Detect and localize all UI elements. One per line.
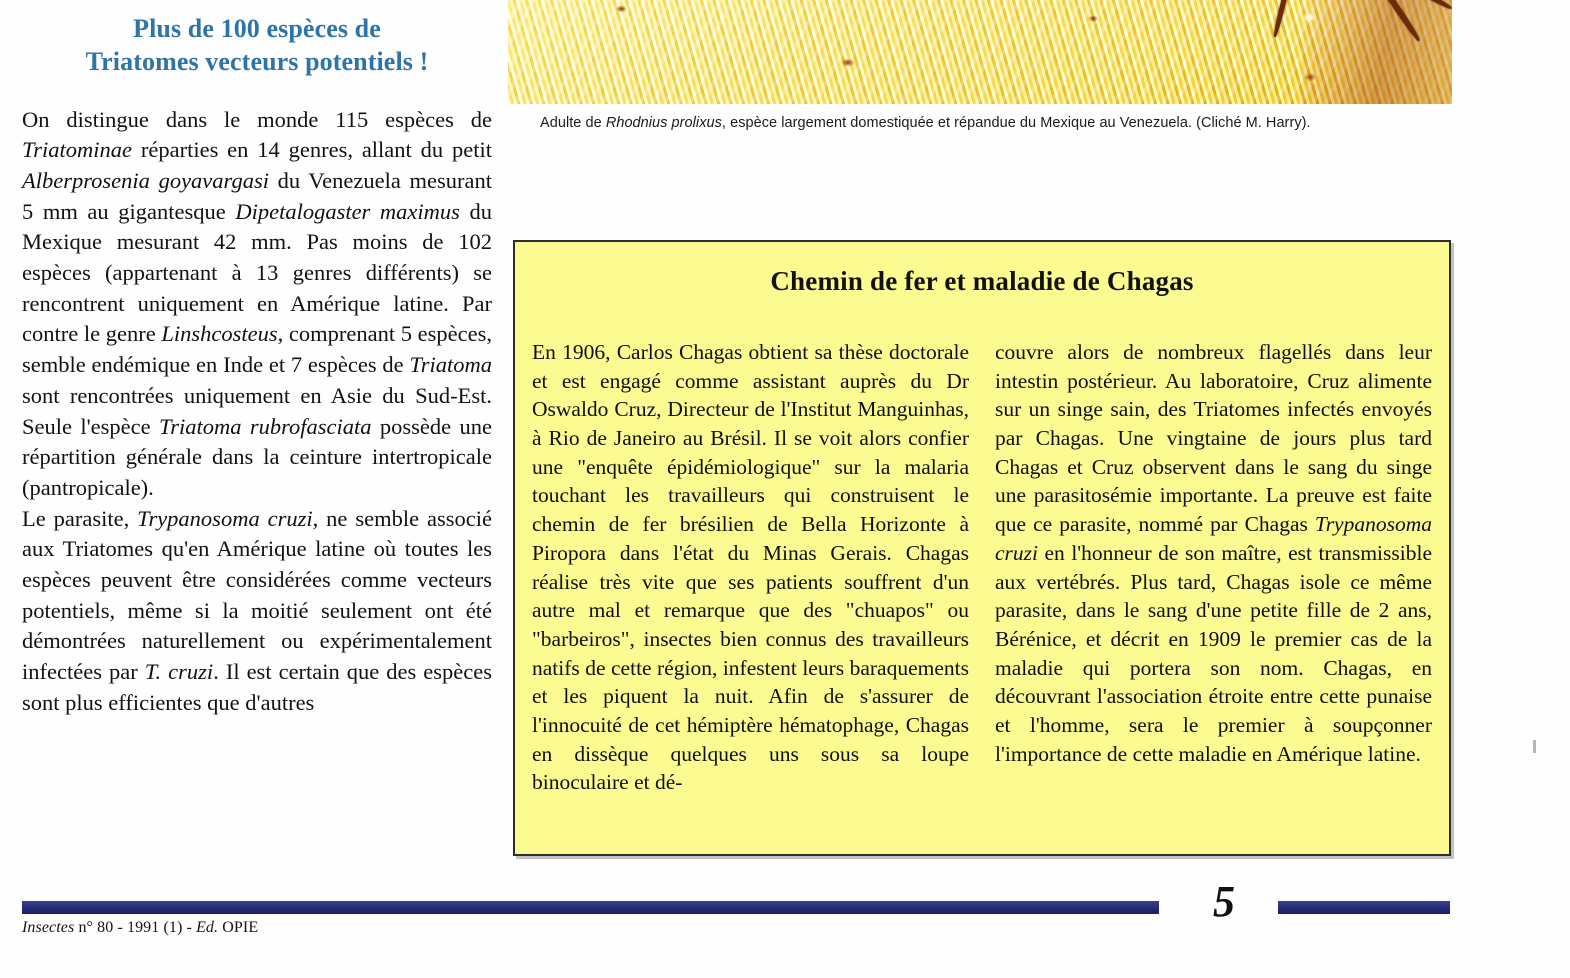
species-name-dipetalogaster: Dipetalogaster maximus bbox=[235, 198, 460, 224]
species-name-trypanosoma-cruzi: Trypanosoma cruzi bbox=[995, 512, 1432, 565]
article-body bbox=[22, 105, 492, 719]
text-run: en l'honneur de son maître, est transmissible aux vertébrés. Plus tard, Chagas isole ce même parasite, dans le sang d'une petite fille de 2 ans, Bérénice, et décrit en 1909 le premier cas de la maladie qui portera son nom. Chagas, en découvrant l'association étroite entre cette punaise et l'homme, sera le premier à soupçonner l'importance de cette maladie en Amérique latine. bbox=[995, 540, 1432, 766]
photo-shadow-overlay bbox=[1302, 0, 1452, 104]
rhodnius-prolixus-photograph bbox=[508, 0, 1452, 104]
text-run: sont rencontrées uniquement en Asie du Sud-Est. Seule l'espèce bbox=[22, 382, 492, 439]
page-number: 5 bbox=[1213, 877, 1235, 926]
photo-caption bbox=[540, 114, 1460, 132]
sidebar-box-chagas bbox=[513, 240, 1451, 856]
footer-colophon bbox=[22, 919, 258, 937]
sidebar-paragraph bbox=[995, 338, 1432, 768]
issue-info: n° 80 - 1991 (1) - bbox=[74, 919, 197, 936]
text-run: couvre alors de nombreux flagellés dans leur intestin postérieur. Au laboratoire, Cruz alimente sur un singe sain, des Triatomes infectés envoyés par Chagas. Une vingtaine de jours plus tard Chagas et Cruz observent dans le sang du singe une parasitosémie importante. La preuve est faite que ce parasite, nommé par Chagas bbox=[995, 340, 1432, 537]
text-run: , comprenant 5 espèces, semble endémique en Inde et 7 espèces de bbox=[22, 321, 492, 378]
caption-text-run: Adulte de bbox=[540, 115, 606, 131]
species-name-t-cruzi: T. cruzi bbox=[144, 659, 214, 685]
text-run: du Mexique mesurant 42 mm. Pas moins de 102 espèces (appartenant à 13 genres différents) se rencontrent uniquement en Amérique latine. Par contre le genre bbox=[22, 198, 492, 347]
sidebar-left-column bbox=[532, 338, 969, 797]
article-paragraph-1 bbox=[22, 105, 492, 504]
caption-text-run: , espèce largement domestiquée et répandue du Mexique au Venezuela. (Cliché M. Harry). bbox=[721, 115, 1311, 131]
scan-artifact-mark bbox=[1533, 740, 1536, 753]
sidebar-title: Chemin de fer et maladie de Chagas bbox=[770, 266, 1194, 296]
species-name-triatoma-rubrofasciata: Triatoma rubrofasciata bbox=[158, 413, 372, 439]
publication-name: Insectes bbox=[22, 919, 75, 936]
publisher-name: OPIE bbox=[218, 919, 259, 936]
text-run: possède une répartition générale dans la ceinture intertropicale (pantropicale). bbox=[22, 413, 493, 500]
text-run: En 1906, Carlos Chagas obtient sa thèse doctorale et est engagé comme assistant auprès du Dr Oswaldo Cruz, Directeur de l'Institut Manguinhas, à Rio de Janeiro au Brésil. Il se voit alors confier une "enquête épidémiologique" sur la malaria touchant les travailleurs qui construisent le chemin de fer brésilien de Bella Horizonte à Piropora dans l'état du Minas Gerais. Chagas réalise très vite que ses patients souffrent d'un autre mal et remarque que des "chuapos" ou "barbeiros", insectes bien connus des travailleurs natifs de cette région, infestent leurs baraquements et les piquent la nuit. Afin de s'assurer de l'innocuité de cet hémiptère hématophage, Chagas en dissèque quelques uns sous sa loupe binoculaire et dé- bbox=[532, 340, 969, 795]
text-run: On distingue dans le monde 115 espèces de bbox=[22, 106, 492, 132]
photo-specular-highlight bbox=[1304, 14, 1314, 21]
edition-label: Ed. bbox=[196, 919, 219, 936]
headline-line-1: Plus de 100 espèces de bbox=[133, 14, 381, 43]
text-run: Le parasite, bbox=[22, 505, 138, 531]
article-headline bbox=[22, 12, 492, 79]
species-name-triatominae: Triatominae bbox=[22, 137, 133, 163]
species-name-trypanosoma-cruzi: Trypanosoma cruzi bbox=[137, 505, 313, 531]
footer-rule-left bbox=[22, 901, 1159, 914]
sidebar-paragraph bbox=[532, 338, 969, 797]
sidebar-right-column bbox=[995, 338, 1432, 797]
left-article-column bbox=[22, 12, 492, 719]
species-name-linshcosteus: Linshcosteus bbox=[161, 321, 278, 347]
headline-line-2: Triatomes vecteurs potentiels ! bbox=[85, 47, 429, 77]
sidebar-columns bbox=[532, 338, 1432, 797]
article-paragraph-2 bbox=[22, 504, 492, 719]
text-run: . Il est certain que des espèces sont plus efficientes que d'autres bbox=[22, 659, 492, 715]
species-name-triatoma: Triatoma bbox=[409, 352, 492, 378]
text-run: du Venezuela mesurant 5 mm au gigantesque bbox=[22, 167, 492, 224]
text-run: réparties en 14 genres, allant du petit bbox=[132, 137, 492, 163]
species-name-alberprosenia: Alberprosenia goyavargasi bbox=[22, 167, 269, 193]
text-run: , ne semble associé aux Triatomes qu'en Amérique latine où toutes les espèces peuvent être considérées comme vecteurs potentiels, même si la moitié seulement ont été démontrées naturellement ou expérimentalement infectées par bbox=[22, 505, 492, 685]
footer-rule-right bbox=[1278, 901, 1450, 914]
caption-species-name: Rhodnius prolixus bbox=[605, 115, 722, 131]
